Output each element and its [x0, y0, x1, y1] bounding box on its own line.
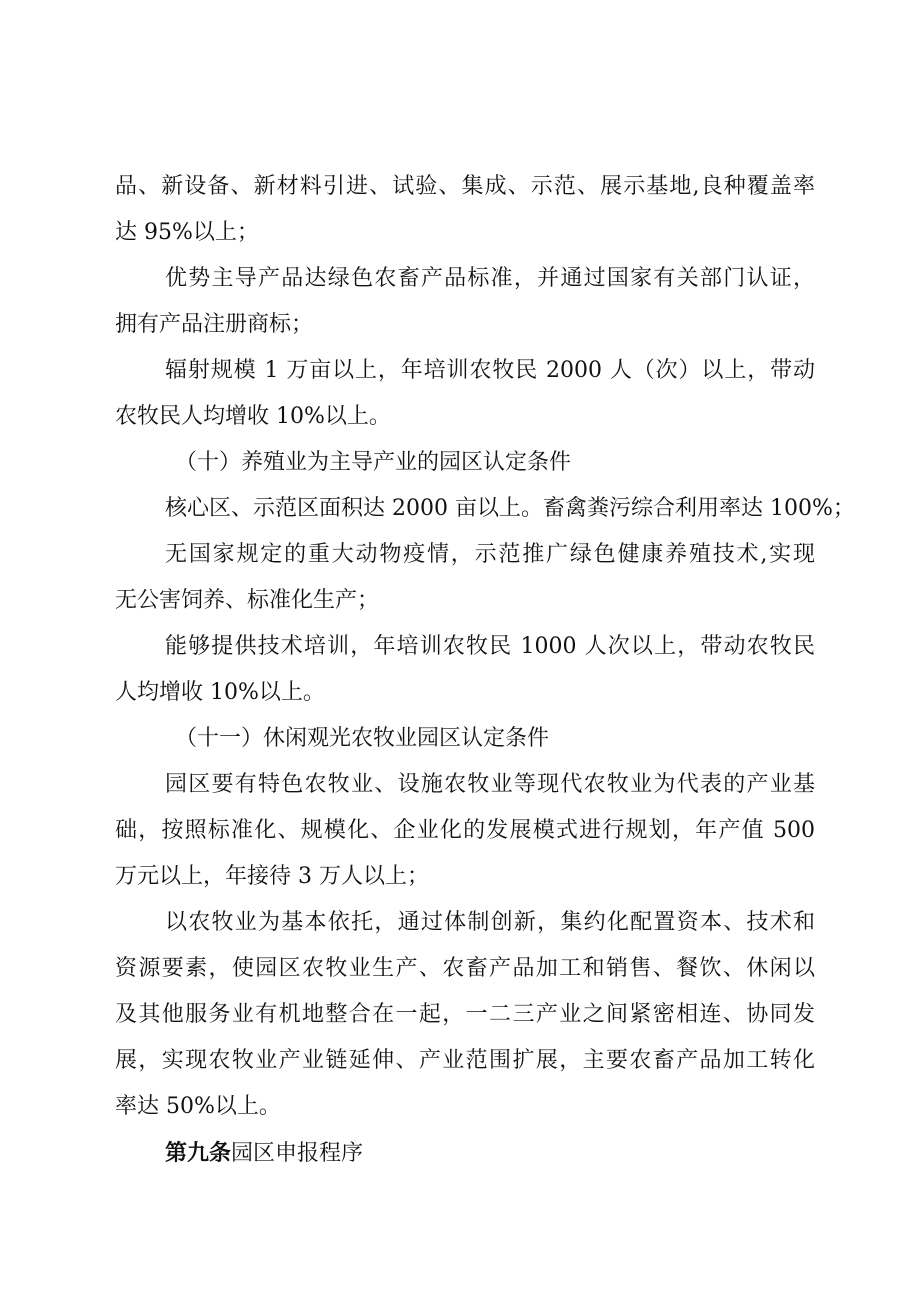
section-heading-11: （十一）休闲观光农牧业园区认定条件 [175, 726, 550, 751]
body-line-3: 优势主导产品达绿色农畜产品标准，并通过国家有关部门认证， [165, 266, 815, 291]
section-heading-10: （十）养殖业为主导产业的园区认定条件 [175, 450, 572, 475]
body-line-1: 品、新设备、新材料引进、试验、集成、示范、展示基地,良种覆盖率 [115, 174, 815, 199]
body-line-6: 农牧民人均增收 10%以上。 [115, 404, 391, 429]
body-line-5: 辐射规模 1 万亩以上，年培训农牧民 2000 人（次）以上，带动 [165, 358, 815, 383]
body-line-21: 率达 50%以上。 [115, 1094, 281, 1119]
body-line-2: 达 95%以上； [115, 220, 259, 245]
body-line-16: 万元以上，年接待 3 万人以上； [115, 864, 429, 889]
body-line-10: 无公害饲养、标准化生产； [115, 588, 380, 613]
body-line-14: 园区要有特色农牧业、设施农牧业等现代农牧业为代表的产业基 [165, 772, 815, 797]
body-line-19: 及其他服务业有机地整合在一起，一二三产业之间紧密相连、协同发 [115, 1002, 815, 1027]
body-line-4: 拥有产品注册商标； [115, 312, 314, 337]
body-line-11: 能够提供技术培训，年培训农牧民 1000 人次以上，带动农牧民 [165, 634, 815, 659]
body-line-17: 以农牧业为基本依托，通过体制创新，集约化配置资本、技术和 [165, 910, 815, 935]
article-heading [165, 1138, 363, 1168]
article-label: 第九条 [165, 1140, 232, 1166]
body-line-18: 资源要素，使园区农牧业生产、农畜产品加工和销售、餐饮、休闲以 [115, 956, 815, 981]
article-title: 园区申报程序 [231, 1141, 364, 1166]
body-line-8: 核心区、示范区面积达 2000 亩以上。畜禽粪污综合利用率达 100%； [165, 496, 855, 521]
body-line-12: 人均增收 10%以上。 [115, 680, 325, 705]
body-line-9: 无国家规定的重大动物疫情，示范推广绿色健康养殖技术,实现 [165, 542, 815, 567]
body-line-15: 础，按照标准化、规模化、企业化的发展模式进行规划，年产值 500 [115, 818, 815, 843]
body-line-20: 展，实现农牧业产业链延伸、产业范围扩展，主要农畜产品加工转化 [115, 1048, 815, 1073]
